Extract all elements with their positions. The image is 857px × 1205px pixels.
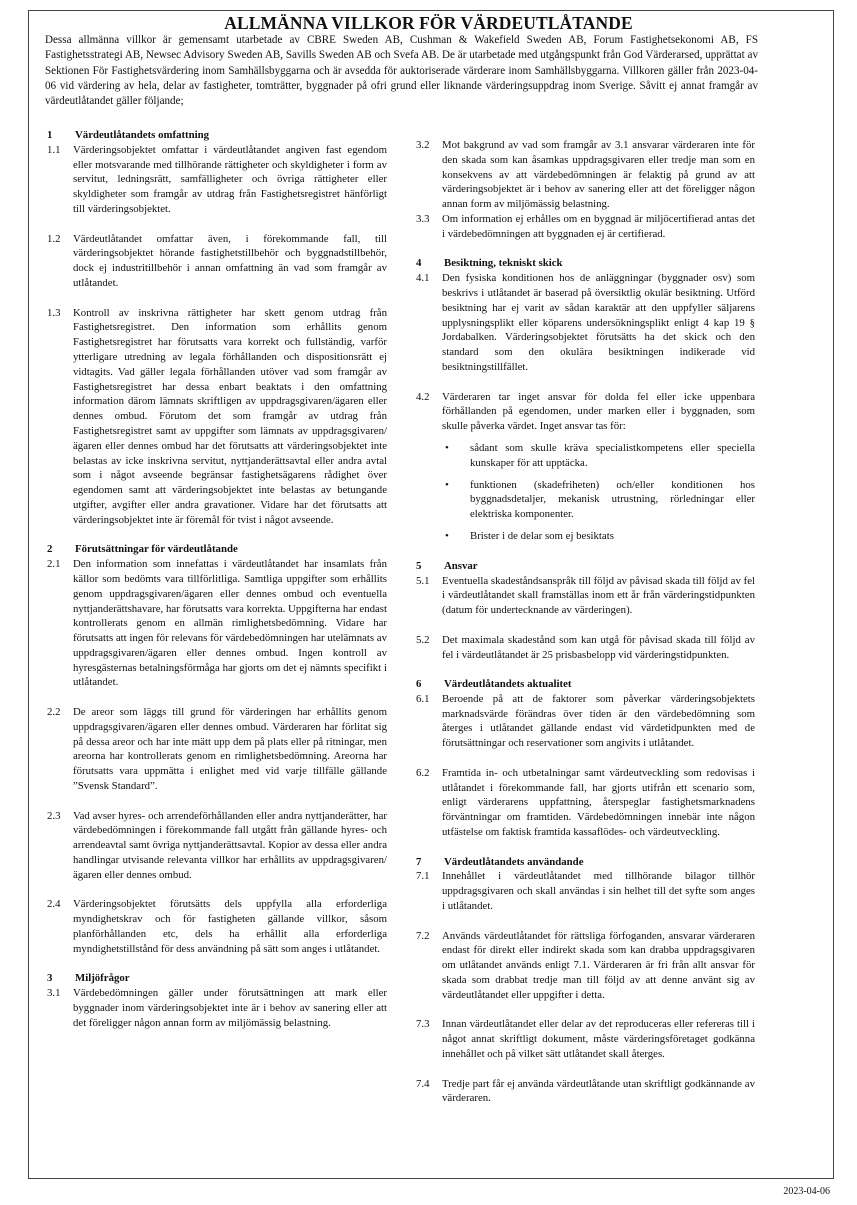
- right-column: [416, 138, 755, 1106]
- section-title: Värdeutlåtandets aktualitet: [444, 678, 572, 691]
- clause-number: 7.3: [416, 1018, 430, 1031]
- section-number: 7: [416, 855, 422, 868]
- clause-number: 6.2: [416, 766, 430, 779]
- clause-number: 4.1: [416, 272, 430, 285]
- section-title: Besiktning, tekniskt skick: [444, 257, 563, 270]
- clause-number: 2.3: [47, 809, 61, 822]
- clause: [47, 809, 387, 883]
- footer-date: 2023-04-06: [783, 1186, 830, 1197]
- bullet-list: [416, 441, 755, 544]
- clause-number: 5.1: [416, 574, 430, 587]
- section-heading: [416, 677, 755, 692]
- section-number: 2: [47, 543, 53, 556]
- clause-text: Vad avser hyres- och arrendeförhållanden eller andra nyttjanderätter, har värdebedömningen i förekommande fall utgått från gällande hyres- och arrendeavtal samt övriga nyttjanderättsavtal. Kopior av dessa eller andra handlingar utvisande relevanta villkor har erhållits av uppdragsgivaren/ägaren eller dennes ombud.: [73, 809, 387, 881]
- clause: [47, 306, 387, 528]
- section-number: 3: [47, 972, 53, 985]
- clause: [416, 138, 755, 212]
- clause: [416, 633, 755, 663]
- clause-text: Tredje part får ej använda värdeutlåtande utan skriftligt godkännande av värderaren.: [442, 1077, 755, 1105]
- clause-text: Framtida in- och utbetalningar samt värdeutveckling som redovisas i utlåtandet i förekommande fall, har gjorts utifrån ett scenario som, enligt värderarens uppfattning, återspeglar fastighetsmarknadens förväntningar om framtiden. Värdebedömningen innebär inte någon utfästelse om faktisk framtida kassaflödes- och värdeutveckling.: [442, 766, 755, 839]
- clause-text: Värderaren tar inget ansvar för dolda fel eller icke uppenbara förhållanden på egendomen, under marken eller i byggnaden, som skulle påverka värdet. Inget ansvar tas för:: [442, 390, 755, 433]
- clause: [416, 1017, 755, 1061]
- clause-number: 7.1: [416, 870, 430, 883]
- section-heading: [416, 256, 755, 271]
- section-title: Ansvar: [444, 559, 478, 572]
- section-heading: [47, 971, 387, 986]
- clause-text: Mot bakgrund av vad som framgår av 3.1 ansvarar värderaren inte för den skada som kan åsamkas uppdragsgivaren eller tredje man som en konsekvens av att värdebedömningen är felaktig på grund av att värderingsobjektet är i behov av sanering eller att det föreligger någon annan form av miljömässig belastning.: [442, 139, 755, 211]
- clause-text: Värderingsobjektet förutsätts dels uppfylla alla erforderliga myndighetskrav och för fastigheten gällande villkor, såsom planförhållanden etc, dels ha erhållit alla erforderliga myndighetstillstånd för dess användning på sätt som anges i utlåtandet.: [73, 898, 387, 955]
- list-item: • funktionen (skadefriheten) och/eller konditionen hos byggnadsdetaljer, mekanisk utrustning, rörledningar eller elektriska komponenter.: [470, 478, 755, 522]
- section-heading: [47, 128, 387, 143]
- clause-text: Värdebedömningen gäller under förutsättningen att mark eller byggnader inom värderingsobjektet inte är i behov av sanering eller att det föreligger någon annan form av miljömässig belastning.: [73, 987, 387, 1029]
- clause-number: 7.2: [416, 929, 430, 942]
- list-item: • Brister i de delar som ej besiktats: [470, 529, 755, 544]
- section-title: Värdeutlåtandets omfattning: [75, 129, 210, 141]
- clause: [47, 232, 387, 291]
- clause-text: Innehållet i värdeutlåtandet med tillhörande bilagor tillhör uppdragsgivaren och skall användas i sin helhet till det syfte som anges i utlåtandet.: [442, 870, 755, 913]
- clause-number: 7.4: [416, 1077, 430, 1090]
- clause: [47, 557, 387, 690]
- list-item: • sådant som skulle kräva specialistkompetens eller speciella kunskaper för att upptäcka.: [470, 441, 755, 471]
- section-heading: [416, 855, 755, 870]
- clause-text: Värderingsobjektet omfattar i värdeutlåtandet angiven fast egendom eller motsvarande med tillhörande rättigheter och skyldigheter i form av servitut, ledningsrätt, samfälligheter och övriga rättigheter eller skyldigheter som framgår av utdrag från Fastighetsregistret hänförligt till värderingsobjektet.: [73, 143, 387, 215]
- section-title: Värdeutlåtandets användande: [444, 855, 584, 868]
- clause-number: 1.3: [47, 306, 61, 319]
- section-heading: [416, 559, 755, 574]
- clause-number: 2.1: [47, 558, 61, 571]
- clause: [416, 869, 755, 913]
- clause-text: Eventuella skadeståndsanspråk till följd av påvisad skada till följd av fel i värdeutlåtandet skall framställas inom ett år från värderingstidpunkten (datum för undertecknande av värderingen).: [442, 574, 755, 617]
- clause: [416, 390, 755, 434]
- clause-text: Beroende på att de faktorer som påverkar värderingsobjektets marknadsvärde förändras över tiden är den värdebedömning som återges i utlåtandet gällande endast vid värdetidpunkten med de förutsättningar och reservationer som angivits i utlåtandet.: [442, 692, 755, 750]
- clause-text: Det maximala skadestånd som kan utgå för påvisad skada till följd av fel i värdeutlåtandet är 25 prisbasbelopp vid värderingstidpunkten.: [442, 633, 755, 661]
- clause-number: 3.3: [416, 212, 430, 225]
- clause-number: 1.1: [47, 143, 61, 156]
- clause: [416, 692, 755, 751]
- section-number: 1: [47, 129, 53, 141]
- clause-number: 4.2: [416, 390, 430, 403]
- clause-text: Innan värdeutlåtandet eller delar av det reproduceras eller refereras till i något annat skriftligt dokument, måste värderingsföretaget godkänna innehållet och på vilket sätt utlåtandet skall återges.: [442, 1018, 755, 1061]
- left-column: [47, 128, 387, 1031]
- clause: [416, 574, 755, 618]
- clause: [416, 929, 755, 1003]
- clause: [47, 143, 387, 217]
- clause-text: Den information som innefattas i värdeutlåtandet har insamlats från källor som bedömts vara tillförlitliga. Samtliga uppgifter som erhållits genom uppdragsgivaren/ägaren eller dennes ombud och eventuella nyttjanderättshavare, har förutsatts vara korrekta. Uppgifterna har endast kontrollerats genom en allmän rimlighetsbedömning. Vidare har förutsatts att ingen för relevans för värdebedömningen har utelämnats av uppdragsgivaren/ägaren eller dennes ombud. Ingen kontroll av hyresgästernas betalningsförmåga har gjorts om det ej nämnts specifikt i utlåtandet.: [73, 558, 387, 689]
- clause: [416, 212, 755, 242]
- clause-number: 5.2: [416, 633, 430, 646]
- clause-number: 3.1: [47, 987, 61, 1000]
- clause-text: De areor som läggs till grund för värderingen har erhållits genom uppdragsgivaren/ägaren eller dennes ombud. Värderaren har förlitat sig på dessa areor och har inte mätt upp dem på plats eller på ritningar, men areorna har kontrollerats genom en rimlighetsbedömning. Areorna har förutsatts vara uppmätta i enlighet med vid varje tillfälle gällande ”Svensk Standard”.: [73, 706, 387, 793]
- clause-text: Den fysiska konditionen hos de anläggningar (byggnader osv) som beskrivs i utlåtandet är baserad på översiktlig okulär besiktning. Utförd besiktning har ej varit av sådan karaktär att den uppfyller säljarens upplysningsplikt eller köparens undersökningsplikt enligt 4 kap 19 § Jordabalken. Värderingsobjektet förutsätts ha det skick och den standard som den okulära besiktningen indikerade vid besiktningstillfället.: [442, 272, 755, 373]
- section-number: 5: [416, 559, 422, 572]
- intro-paragraph: Dessa allmänna villkor är gemensamt utarbetade av CBRE Sweden AB, Cushman & Wakefield Sweden AB, Forum Fastighetsekonomi AB, FS Fastighetsstrategi AB, Newsec Advisory Sweden AB, Savills Sweden AB och Svefa AB. De är utarbetade med utgångspunkt från God Värderarsed, upprättat av Sektionen För Fastighetsvärdering inom Samhällsbyggarna och är avsedda för auktoriserade värderare inom Samhällsbyggarna. Villkoren gäller från 2023-04-06 vid värdering av hela, delar av fastigheter, tomträtter, byggnader på ofri grund eller liknande värderingsuppdrag inom Sverige. Såvitt ej annat framgår av värdeutlåtandet gäller följande;: [45, 34, 758, 108]
- clause-number: 1.2: [47, 232, 61, 245]
- clause: [416, 271, 755, 375]
- section-heading: [47, 542, 387, 557]
- clause-number: 2.4: [47, 898, 61, 911]
- clause-number: 6.1: [416, 692, 430, 705]
- clause: [47, 705, 387, 794]
- clause-text: Kontroll av inskrivna rättigheter har skett genom utdrag från Fastighetsregistret. Den information som erhållits genom Fastighetsregistret har förutsatts vara korrekt och fullständig, varför ytterligare utredning av legala förhållanden och dispositionsrätt ej vidtagits. Vad gäller legala förhållanden utöver vad som framgår av Fastighetsregistret har dessa enbart beaktats i den omfattning information därom lämnats skriftligen av uppdragsgivaren/ägaren eller dennes ombud. Förutom det som framgår av utdrag från Fastighetsregistret samt av uppgifter som lämnats av uppdragsgivaren/ägaren eller dennes ombud har det förutsatts att värderingsobjektet inte belastas av icke inskrivna servitut, nyttjanderättsavtal eller andra avtal som i något avseende begränsar fastighetsägarens rådighet över egendomen samt att värderingsobjektet inte belastas av betungande utgifter, avgifter eller andra gravationer. Vidare har det förutsatts att värderingsobjektet inte är föremål för tvist i något avseende.: [73, 306, 387, 526]
- document-title: ALLMÄNNA VILLKOR FÖR VÄRDEUTLÅTANDE: [224, 13, 633, 33]
- section-title: Miljöfrågor: [75, 972, 130, 985]
- clause: [47, 897, 387, 956]
- clause: [416, 1077, 755, 1107]
- clause-number: 2.2: [47, 706, 61, 719]
- clause: [416, 766, 755, 840]
- clause: [47, 986, 387, 1030]
- section-number: 6: [416, 678, 422, 691]
- clause-number: 3.2: [416, 139, 430, 151]
- section-title: Förutsättningar för värdeutlåtande: [75, 543, 238, 556]
- section-number: 4: [416, 257, 422, 270]
- clause-text: Används värdeutlåtandet för rättsliga förfoganden, ansvarar värderaren endast för direkt eller indirekt skada som kan drabba uppdragsgivaren om utlåtandet används enligt 7.1. Värderaren är fri från allt ansvar för skada som drabbat tredje man till följd av att denne använt sig av värdeutlåtandet eller uppgifter i detta.: [442, 929, 755, 1001]
- clause-text: Om information ej erhålles om en byggnad är miljöcertifierad antas det i värdebedömningen att byggnaden ej är certifierad.: [442, 212, 755, 240]
- clause-text: Värdeutlåtandet omfattar även, i förekommande fall, till värderingsobjektet hörande fastighetstillbehör och byggnadstillbehör, dock ej industritillbehör i annan omfattning än vad som framgår av utlåtandet.: [73, 232, 387, 289]
